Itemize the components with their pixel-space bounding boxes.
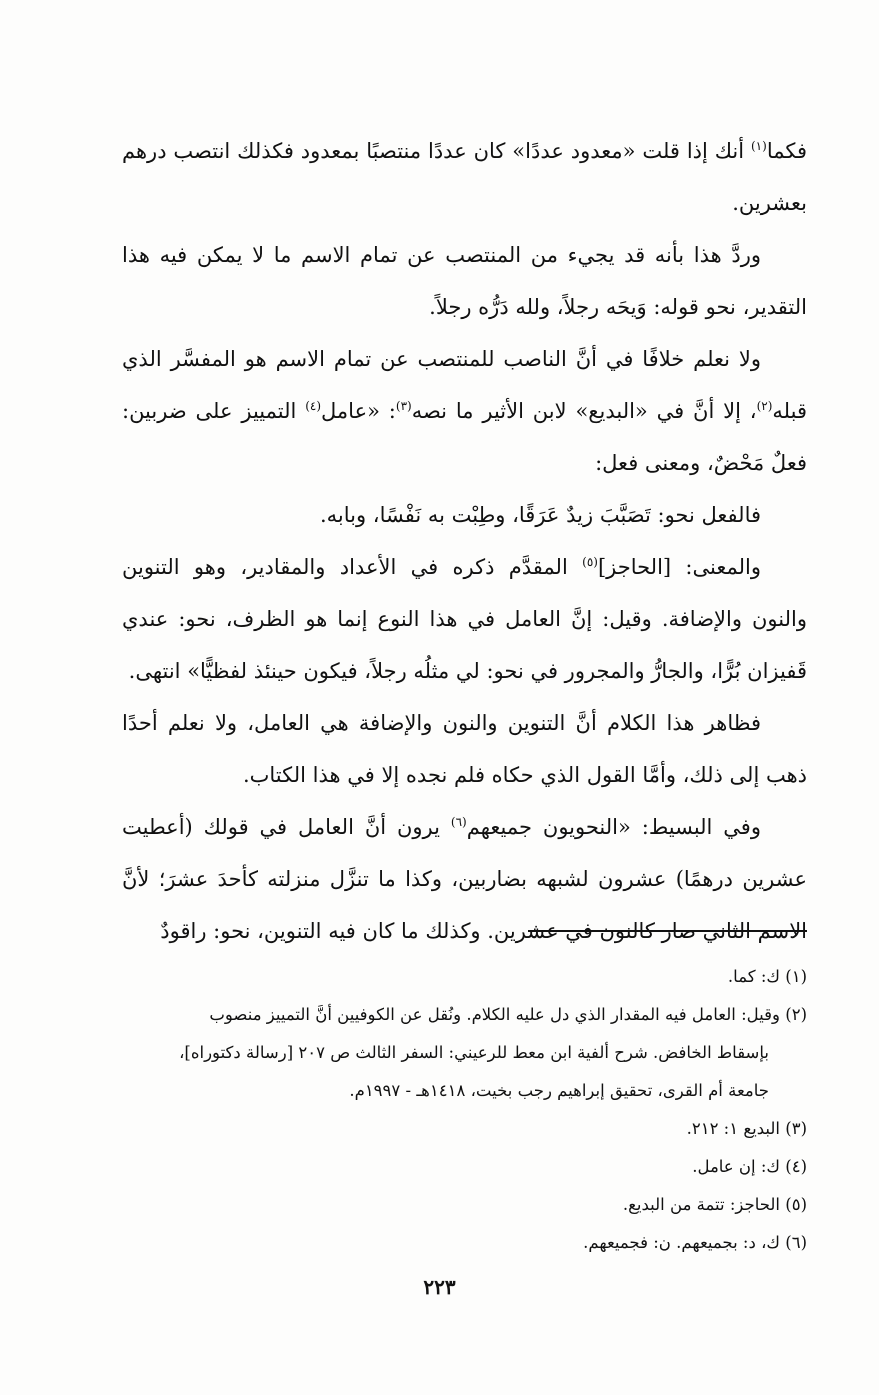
footnote-line: بإسقاط الخافض. شرح ألفية ابن معط للرعيني: السفر الثالث ص ٢٠٧ [رسالة دكتوراه]،	[179, 1043, 769, 1062]
paragraph	[122, 125, 807, 229]
footnote-marker: (٦)	[450, 815, 467, 829]
text-run: يرون أنَّ العامل في قولك (أعطيت عشرين درهمًا) عشرون لشبهه بضاربين، وكذا ما تنزَّل منزلته كأحدَ عشرَ؛ لأنَّ الاسم الثاني صار كالنون في عشرين. وكذلك ما كان فيه التنوين، نحو: راقودٌ	[122, 815, 807, 943]
text-run: والمعنى: [الحاجز]	[597, 555, 761, 579]
footnote-line: (٤) ك: إن عامل.	[692, 1157, 807, 1176]
footnote-marker: (٢)	[756, 399, 773, 413]
paragraph	[122, 229, 807, 333]
footnote-line: (٢) وقيل: العامل فيه المقدار الذي دل عليه الكلام. ونُقل عن الكوفيين أنَّ التمييز منصوب	[209, 1005, 807, 1024]
footnote-marker: (٤)	[305, 399, 322, 413]
text-run: وفي البسيط: «النحويون جميعهم	[466, 815, 761, 839]
text-run: فكما	[766, 139, 807, 163]
footnote-line: (٣) البديع ١: ٢١٢.	[686, 1119, 807, 1138]
text-run: أنك إذا قلت «معدود عددًا» كان عددًا منتصبًا بمعدود فكذلك انتصب درهم بعشرين.	[122, 139, 807, 215]
text-run: فظاهر هذا الكلام أنَّ التنوين والنون والإضافة هي العامل، ولا نعلم أحدًا ذهب إلى ذلك، وأمَّا القول الذي حكاه فلم نجده إلا في هذا الكتاب.	[122, 711, 807, 787]
paragraph	[122, 801, 807, 957]
footnote-line: (١) ك: كما.	[727, 967, 807, 986]
footnote-line: جامعة أم القرى، تحقيق إبراهيم رجب بخيت، ١٤١٨هـ - ١٩٩٧م.	[349, 1081, 769, 1100]
footnote-marker: (١)	[750, 139, 767, 153]
paragraph	[122, 541, 807, 697]
footnotes	[122, 958, 807, 1262]
main-text	[122, 125, 807, 957]
text-run: المقدَّم ذكره في الأعداد والمقادير، وهو التنوين والنون والإضافة. وقيل: إنَّ العامل في هذا النوع إنما هو الظرف، نحو: عندي قَفيزان بُرًّا، والجارُّ والمجرور في نحو: لي مثلُه رجلاً، فيكون حينئذ لفظيًّا» انتهى.	[122, 555, 807, 683]
footnote-divider	[528, 930, 807, 932]
text-run: ، إلا أنَّ في «البديع» لابن الأثير ما نصه	[411, 399, 757, 423]
paragraph	[122, 489, 807, 541]
paragraph	[122, 333, 807, 489]
text-run: وردَّ هذا بأنه قد يجيء من المنتصب عن تمام الاسم ما لا يمكن فيه هذا التقدير، نحو قوله: وَيحَه رجلاً، ولله دَرُّه رجلاً.	[122, 243, 807, 319]
footnote-marker: (٥)	[582, 555, 598, 569]
text-run: التمييز على ضربين: فعلٌ مَحْضٌ، ومعنى فعل:	[122, 399, 807, 475]
paragraph	[122, 697, 807, 801]
footnote-line: (٥) الحاجز: تتمة من البديع.	[622, 1195, 807, 1214]
footnote-marker: (٣)	[395, 399, 412, 413]
footnote-line: (٦) ك، د: بجميعهم. ن: فجميعهم.	[583, 1233, 807, 1252]
text-run: فالفعل نحو: تَصَبَّبَ زيدٌ عَرَقًا، وطِبْت به نَفْسًا، وبابه.	[319, 503, 761, 527]
page-number: ٢٢٣	[423, 1275, 456, 1299]
text-run: ولا نعلم خلافًا في أنَّ الناصب للمنتصب عن تمام الاسم هو المفسَّر الذي قبله	[122, 347, 807, 423]
text-run: : «عامل	[321, 399, 396, 423]
